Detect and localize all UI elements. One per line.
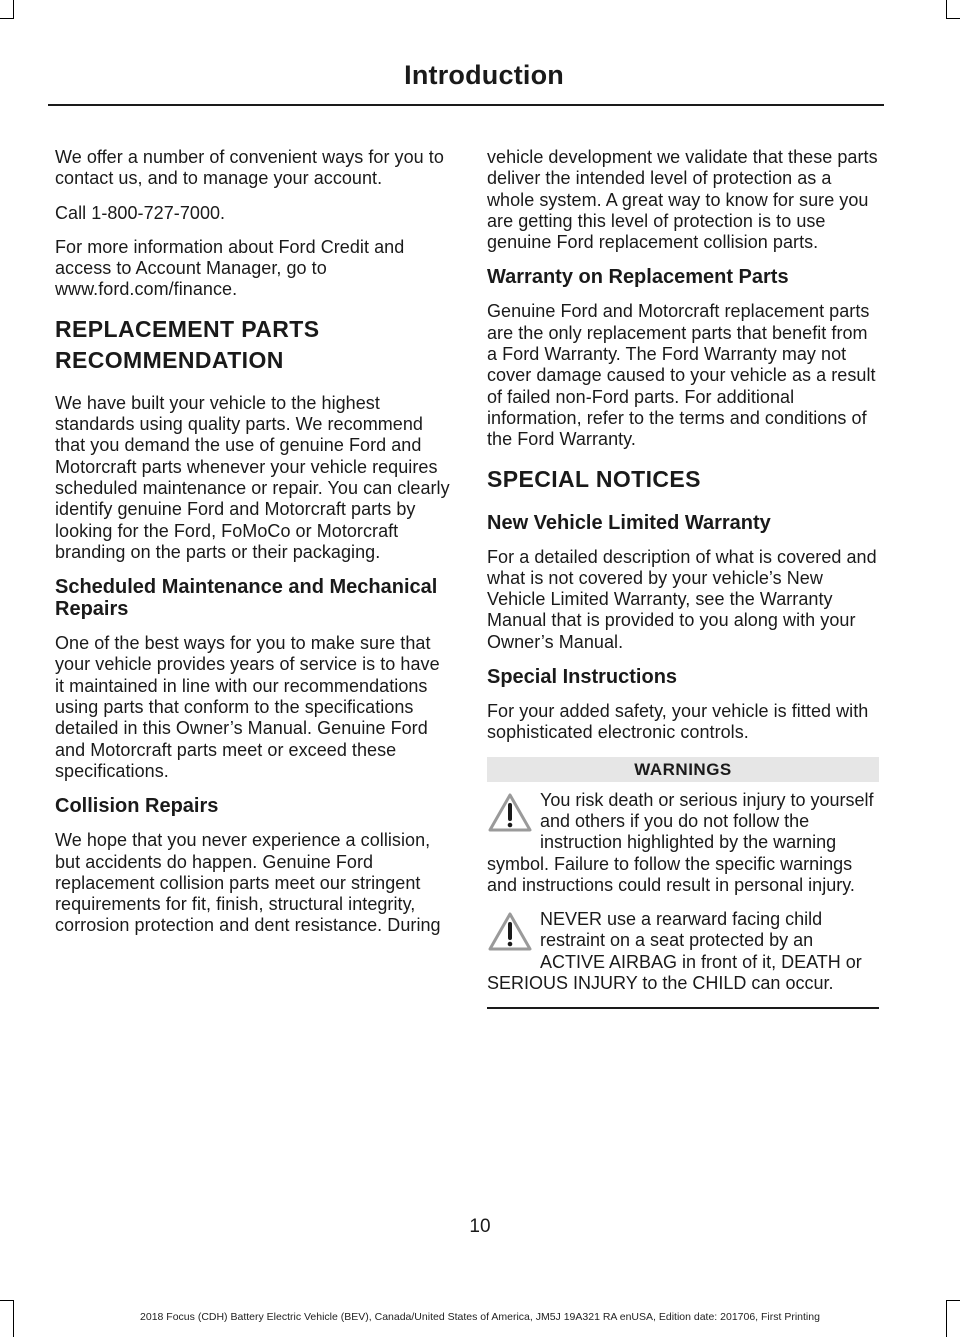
warning-triangle-icon xyxy=(487,911,533,953)
subheading-new-vehicle-limited-warranty: New Vehicle Limited Warranty xyxy=(487,511,771,534)
paragraph: For a detailed description of what is covered and what is not covered by your vehicle’s New Vehicle Limited Warranty, see the Warranty Manual that is provided to you along with your Owner’s Manual. xyxy=(487,546,877,652)
subheading-special-instructions: Special Instructions xyxy=(487,666,678,689)
paragraph: One of the best ways for you to make sure that your vehicle provides years of service is to have it maintained in line with our recommendations using parts that conform to the specifications detailed in this Owner’s Manual. Genuine Ford and Motorcraft parts meet or exceed these specifications. xyxy=(55,633,440,781)
subheading-scheduled-maintenance: Scheduled Maintenance and Mechanical Repairs xyxy=(55,576,438,621)
warnings-end-divider xyxy=(487,1007,879,1009)
crop-mark xyxy=(946,0,947,18)
paragraph: For your added safety, your vehicle is fitted with sophisticated electronic controls. xyxy=(487,701,869,743)
section-heading-line: RECOMMENDATION xyxy=(55,346,284,373)
crop-mark xyxy=(0,1300,14,1301)
section-heading-line: REPLACEMENT PARTS xyxy=(55,315,320,342)
header-divider xyxy=(48,104,884,106)
footer-edition-info: 2018 Focus (CDH) Battery Electric Vehicle (BEV), Canada/United States of America, JM5J 19A321 RA enUSA, Edition date: 201706, First Printing xyxy=(140,1311,820,1323)
warning-item xyxy=(487,909,879,994)
warning-triangle-icon xyxy=(487,792,533,834)
warning-text: You risk death or serious injury to yourself and others if you do not follow the instruction highlighted by the warning symbol. Failure to follow the specific warnings and instructions could result in personal injury. xyxy=(487,789,874,895)
paragraph: We hope that you never experience a collision, but accidents do happen. Genuine Ford replacement collision parts meet our stringent requirements for fit, finish, structural integrity, corrosion protection and dent resistance. During xyxy=(55,830,441,936)
paragraph: For more information about Ford Credit and access to Account Manager, go to www.ford.com/finance. xyxy=(55,236,405,300)
page-title: Introduction xyxy=(404,60,564,90)
crop-mark xyxy=(946,1300,960,1301)
paragraph: vehicle development we validate that these parts deliver the intended level of protection as a whole system. A great way to know for sure you are getting this level of protection is to use genuine Ford replacement collision parts. xyxy=(487,147,878,253)
page-number: 10 xyxy=(469,1216,491,1237)
warnings-header: WARNINGS xyxy=(487,757,879,782)
warning-text: NEVER use a rearward facing child restraint on a seat protected by an ACTIVE AIRBAG in front of it, DEATH or SERIOUS INJURY to the CHILD can occur. xyxy=(487,909,862,994)
paragraph: Genuine Ford and Motorcraft replacement parts are the only replacement parts that benefit from a Ford Warranty. The Ford Warranty may not cover damage caused to your vehicle as a result of failed non-Ford parts. For additional information, refer to the terms and conditions of the Ford Warranty. xyxy=(487,301,876,450)
section-heading-special-notices: SPECIAL NOTICES xyxy=(487,465,701,492)
crop-mark xyxy=(946,18,960,19)
crop-mark xyxy=(0,18,14,19)
section-heading-replacement-parts xyxy=(55,314,451,376)
left-column xyxy=(55,147,451,950)
subheading-collision-repairs: Collision Repairs xyxy=(55,795,219,818)
paragraph: We have built your vehicle to the highest standards using quality parts. We recommend that you demand the use of genuine Ford and Motorcraft parts whenever your vehicle requires scheduled maintenance or repair. You can clearly identify genuine Ford and Motorcraft parts by looking for the Ford, FoMoCo or Motorcraft branding on the parts or their packaging. xyxy=(55,392,450,562)
crop-mark xyxy=(13,0,14,18)
subheading-warranty-replacement-parts: Warranty on Replacement Parts xyxy=(487,266,789,289)
warning-item xyxy=(487,790,879,896)
right-column xyxy=(487,147,879,1009)
paragraph: We offer a number of convenient ways for you to contact us, and to manage your account. xyxy=(55,147,444,189)
phone-paragraph: Call 1-800-727-7000. xyxy=(55,202,226,223)
